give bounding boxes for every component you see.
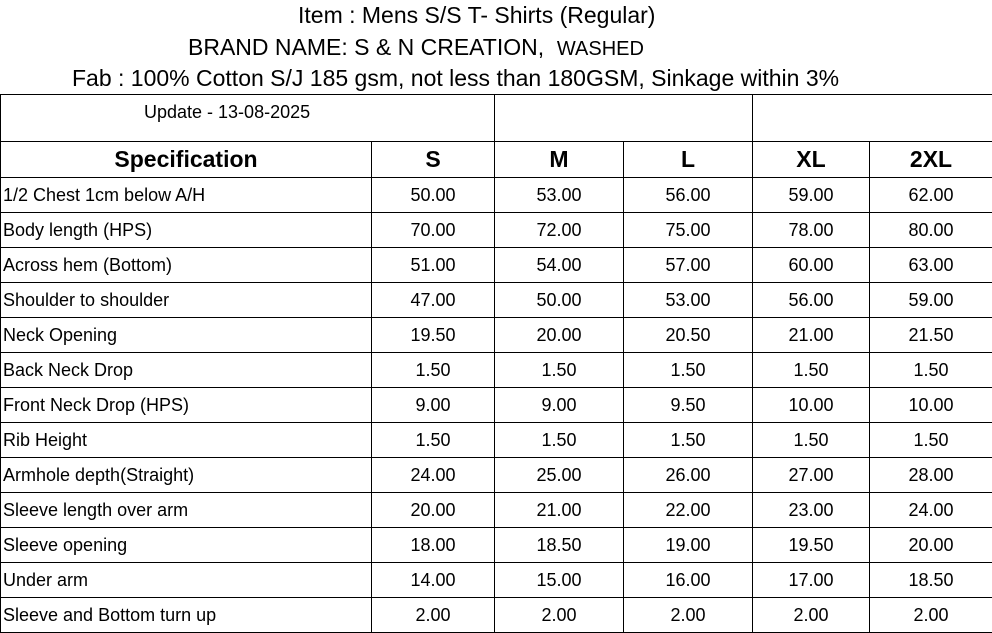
measurement-cell: 18.50 <box>495 528 624 563</box>
measurement-cell: 60.00 <box>753 248 870 283</box>
column-header-l: L <box>624 142 753 178</box>
spec-label-cell: Back Neck Drop <box>1 353 372 388</box>
measurement-cell: 80.00 <box>870 213 992 248</box>
measurement-cell: 20.00 <box>372 493 495 528</box>
measurement-cell: 56.00 <box>624 178 753 213</box>
measurement-cell: 26.00 <box>624 458 753 493</box>
spec-label-cell: Under arm <box>1 563 372 598</box>
measurement-cell: 25.00 <box>495 458 624 493</box>
measurement-cell: 1.50 <box>495 423 624 458</box>
measurement-cell: 56.00 <box>753 283 870 318</box>
measurement-cell: 47.00 <box>372 283 495 318</box>
measurement-cell: 72.00 <box>495 213 624 248</box>
spec-label-cell: Front Neck Drop (HPS) <box>1 388 372 423</box>
column-header-s: S <box>372 142 495 178</box>
spec-label-cell: 1/2 Chest 1cm below A/H <box>1 178 372 213</box>
table-row <box>1 423 992 458</box>
measurement-cell: 2.00 <box>624 598 753 633</box>
measurement-cell: 1.50 <box>372 353 495 388</box>
measurement-cell: 1.50 <box>372 423 495 458</box>
measurement-cell: 23.00 <box>753 493 870 528</box>
measurement-cell: 18.00 <box>372 528 495 563</box>
measurement-cell: 24.00 <box>372 458 495 493</box>
brand-name <box>188 33 644 63</box>
measurement-cell: 16.00 <box>624 563 753 598</box>
table-row <box>1 353 992 388</box>
spec-label-cell: Sleeve opening <box>1 528 372 563</box>
measurement-cell: 1.50 <box>624 423 753 458</box>
measurement-cell: 1.50 <box>870 353 992 388</box>
measurement-cell: 24.00 <box>870 493 992 528</box>
table-row <box>1 283 992 318</box>
measurement-cell: 63.00 <box>870 248 992 283</box>
table-row <box>1 458 992 493</box>
measurement-cell: 28.00 <box>870 458 992 493</box>
brand-name-text: BRAND NAME: S & N CREATION, <box>188 34 544 60</box>
measurement-cell: 9.00 <box>372 388 495 423</box>
measurement-cell: 21.50 <box>870 318 992 353</box>
spec-label-cell: Shoulder to shoulder <box>1 283 372 318</box>
measurement-cell: 14.00 <box>372 563 495 598</box>
table-row <box>1 493 992 528</box>
spec-label-cell: Sleeve and Bottom turn up <box>1 598 372 633</box>
measurement-cell: 75.00 <box>624 213 753 248</box>
measurement-cell: 50.00 <box>495 283 624 318</box>
measurement-cell: 53.00 <box>495 178 624 213</box>
measurement-cell: 21.00 <box>495 493 624 528</box>
measurement-cell: 22.00 <box>624 493 753 528</box>
measurement-cell: 27.00 <box>753 458 870 493</box>
table-row <box>1 388 992 423</box>
measurement-cell: 18.50 <box>870 563 992 598</box>
spec-label-cell: Across hem (Bottom) <box>1 248 372 283</box>
measurement-cell: 2.00 <box>495 598 624 633</box>
table-row <box>1 318 992 353</box>
table-row <box>1 528 992 563</box>
table-row <box>1 213 992 248</box>
table-row <box>1 248 992 283</box>
measurement-cell: 9.00 <box>495 388 624 423</box>
measurement-cell: 10.00 <box>753 388 870 423</box>
table-row <box>1 178 992 213</box>
measurement-cell: 59.00 <box>870 283 992 318</box>
measurement-cell: 15.00 <box>495 563 624 598</box>
measurement-cell: 57.00 <box>624 248 753 283</box>
spec-label-cell: Neck Opening <box>1 318 372 353</box>
header-row <box>1 142 992 178</box>
washed-label: WASHED <box>557 38 644 60</box>
measurement-cell: 51.00 <box>372 248 495 283</box>
measurement-cell: 70.00 <box>372 213 495 248</box>
measurement-cell: 19.50 <box>753 528 870 563</box>
measurement-cell: 1.50 <box>495 353 624 388</box>
measurement-cell: 1.50 <box>624 353 753 388</box>
spec-label-cell: Sleeve length over arm <box>1 493 372 528</box>
spec-label-cell: Body length (HPS) <box>1 213 372 248</box>
measurement-cell: 2.00 <box>753 598 870 633</box>
measurement-cell: 50.00 <box>372 178 495 213</box>
table-row <box>1 563 992 598</box>
column-header-m: M <box>495 142 624 178</box>
measurement-cell: 1.50 <box>753 353 870 388</box>
spec-label-cell: Rib Height <box>1 423 372 458</box>
measurement-cell: 20.50 <box>624 318 753 353</box>
measurement-cell: 78.00 <box>753 213 870 248</box>
measurement-cell: 54.00 <box>495 248 624 283</box>
item-title: Item : Mens S/S T- Shirts (Regular) <box>298 1 655 29</box>
measurement-cell: 10.00 <box>870 388 992 423</box>
measurement-cell: 62.00 <box>870 178 992 213</box>
column-header-2xl: 2XL <box>870 142 992 178</box>
column-header-specification: Specification <box>1 142 372 178</box>
measurement-cell: 19.00 <box>624 528 753 563</box>
measurement-cell: 20.00 <box>870 528 992 563</box>
measurement-cell: 21.00 <box>753 318 870 353</box>
spec-table <box>0 94 992 633</box>
measurement-cell: 19.50 <box>372 318 495 353</box>
update-blank-cell <box>495 95 753 142</box>
fabric-spec: Fab : 100% Cotton S/J 185 gsm, not less than 180GSM, Sinkage within 3% <box>72 64 839 92</box>
column-header-xl: XL <box>753 142 870 178</box>
measurement-cell: 59.00 <box>753 178 870 213</box>
update-date: Update - 13-08-2025 <box>1 95 495 142</box>
measurement-cell: 20.00 <box>495 318 624 353</box>
measurement-cell: 1.50 <box>753 423 870 458</box>
measurement-cell: 9.50 <box>624 388 753 423</box>
update-row <box>1 95 992 142</box>
measurement-cell: 2.00 <box>870 598 992 633</box>
table-row <box>1 598 992 633</box>
measurement-cell: 53.00 <box>624 283 753 318</box>
measurement-cell: 2.00 <box>372 598 495 633</box>
spec-label-cell: Armhole depth(Straight) <box>1 458 372 493</box>
measurement-cell: 1.50 <box>870 423 992 458</box>
update-blank-cell <box>753 95 992 142</box>
measurement-cell: 17.00 <box>753 563 870 598</box>
